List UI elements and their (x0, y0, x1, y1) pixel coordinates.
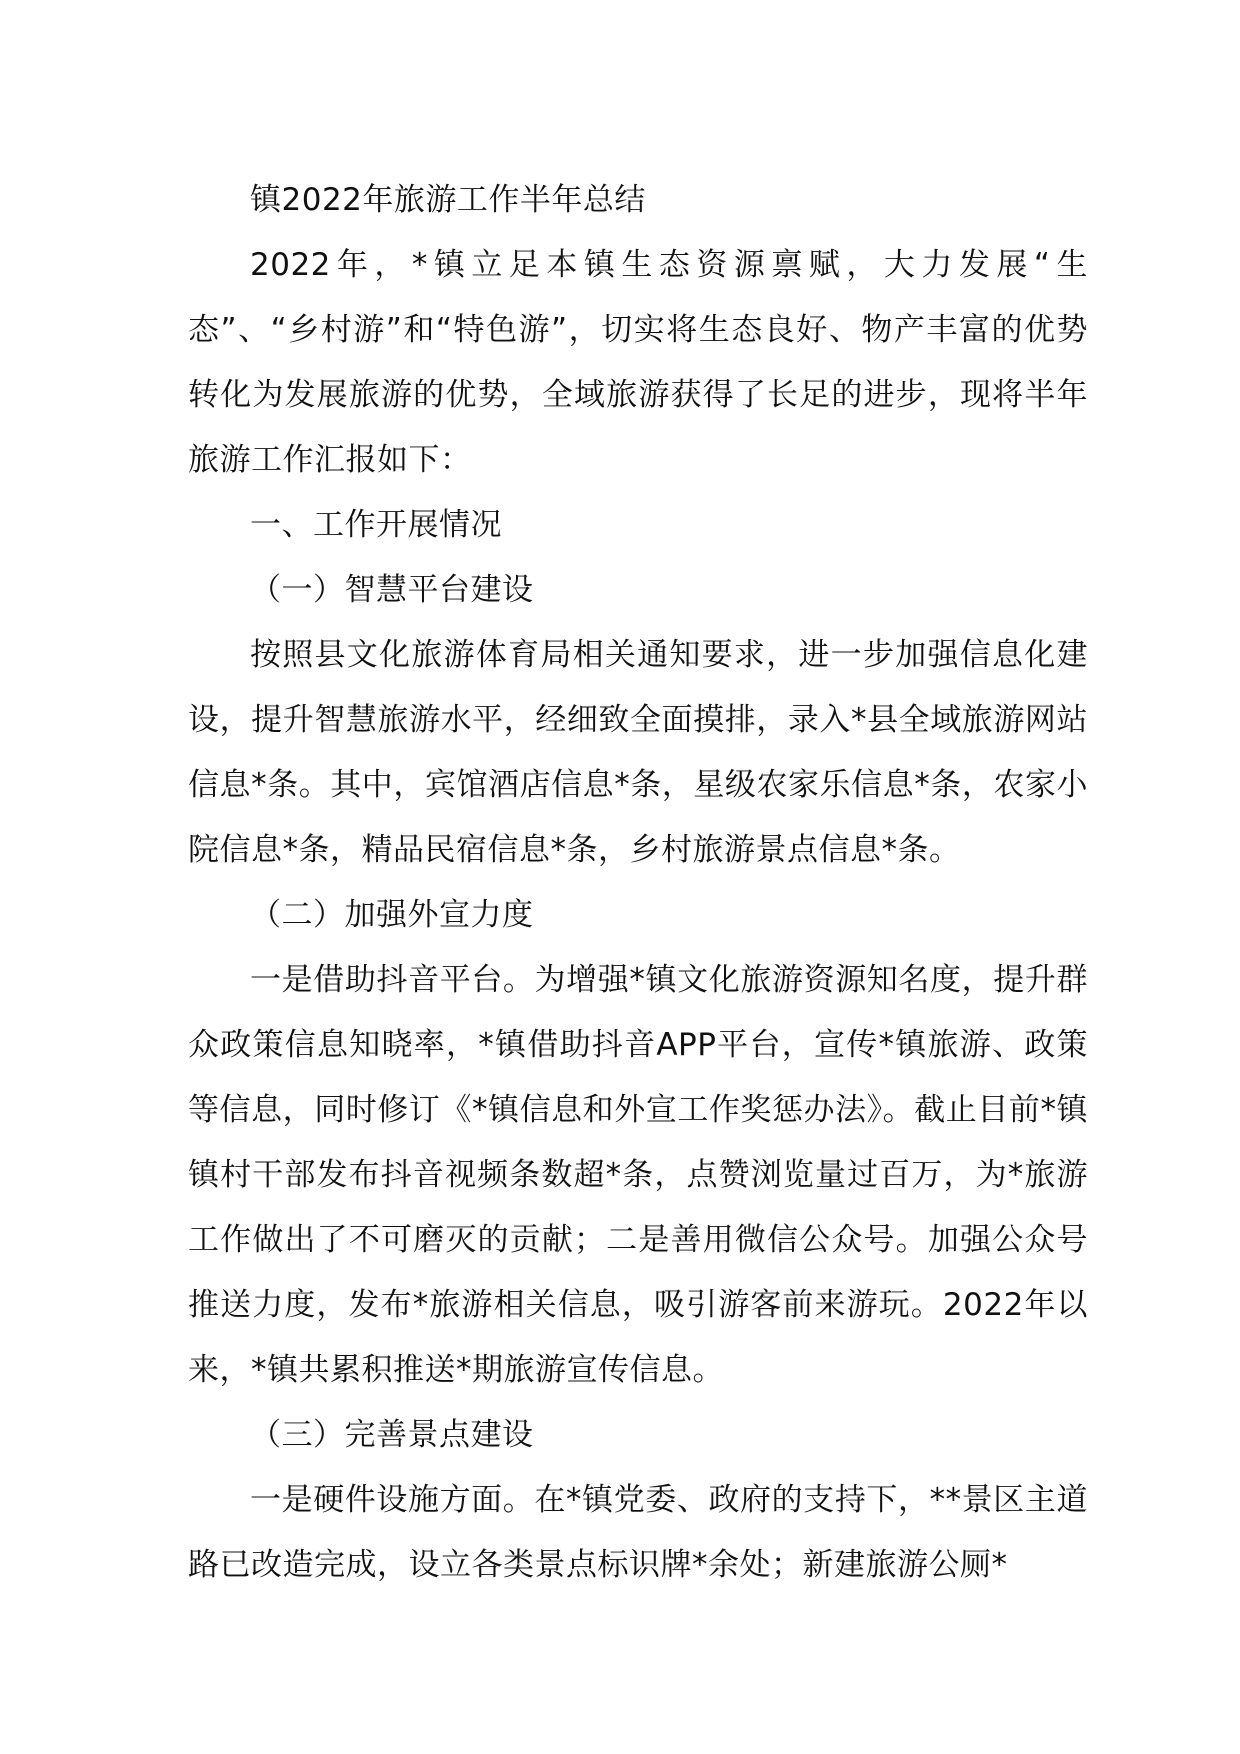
scenic-spots-paragraph: 一是硬件设施方面。在*镇党委、政府的支持下，**景区主道路已改造完成，设立各类景点标识牌*余处；新建旅游公厕* (188, 1482, 1088, 1583)
document-body (188, 168, 1088, 1598)
subsection-heading-scenic-spots: （三）完善景点建设 (250, 1417, 534, 1453)
subsection-heading-publicity: （二）加强外宣力度 (250, 897, 534, 933)
publicity-paragraph: 一是借助抖音平台。为增强*镇文化旅游资源知名度，提升群众政策信息知晓率，*镇借助抖音APP平台，宣传*镇旅游、政策等信息，同时修订《*镇信息和外宣工作奖惩办法》。截止目前*镇镇村干部发布抖音视频条数超*条，点赞浏览量过百万，为*旅游工作做出了不可磨灭的贡献；二是善用微信公众号。加强公众号推送力度，发布*旅游相关信息，吸引游客前来游玩。2022年以来，*镇共累积推送*期旅游宣传信息。 (188, 962, 1088, 1388)
intro-paragraph: 2022年，*镇立足本镇生态资源禀赋，大力发展“生态”、“乡村游”和“特色游”，切实将生态良好、物产丰富的优势转化为发展旅游的优势，全域旅游获得了长足的进步，现将半年旅游工作汇报如下： (188, 247, 1088, 478)
smart-platform-paragraph: 按照县文化旅游体育局相关通知要求，进一步加强信息化建设，提升智慧旅游水平，经细致全面摸排，录入*县全域旅游网站信息*条。其中，宾馆酒店信息*条，星级农家乐信息*条，农家小院信息*条，精品民宿信息*条，乡村旅游景点信息*条。 (188, 637, 1088, 868)
document-title: 镇2022年旅游工作半年总结 (250, 182, 646, 218)
section-heading-work-progress: 一、工作开展情况 (250, 507, 502, 543)
subsection-heading-smart-platform: （一）智慧平台建设 (250, 572, 534, 608)
